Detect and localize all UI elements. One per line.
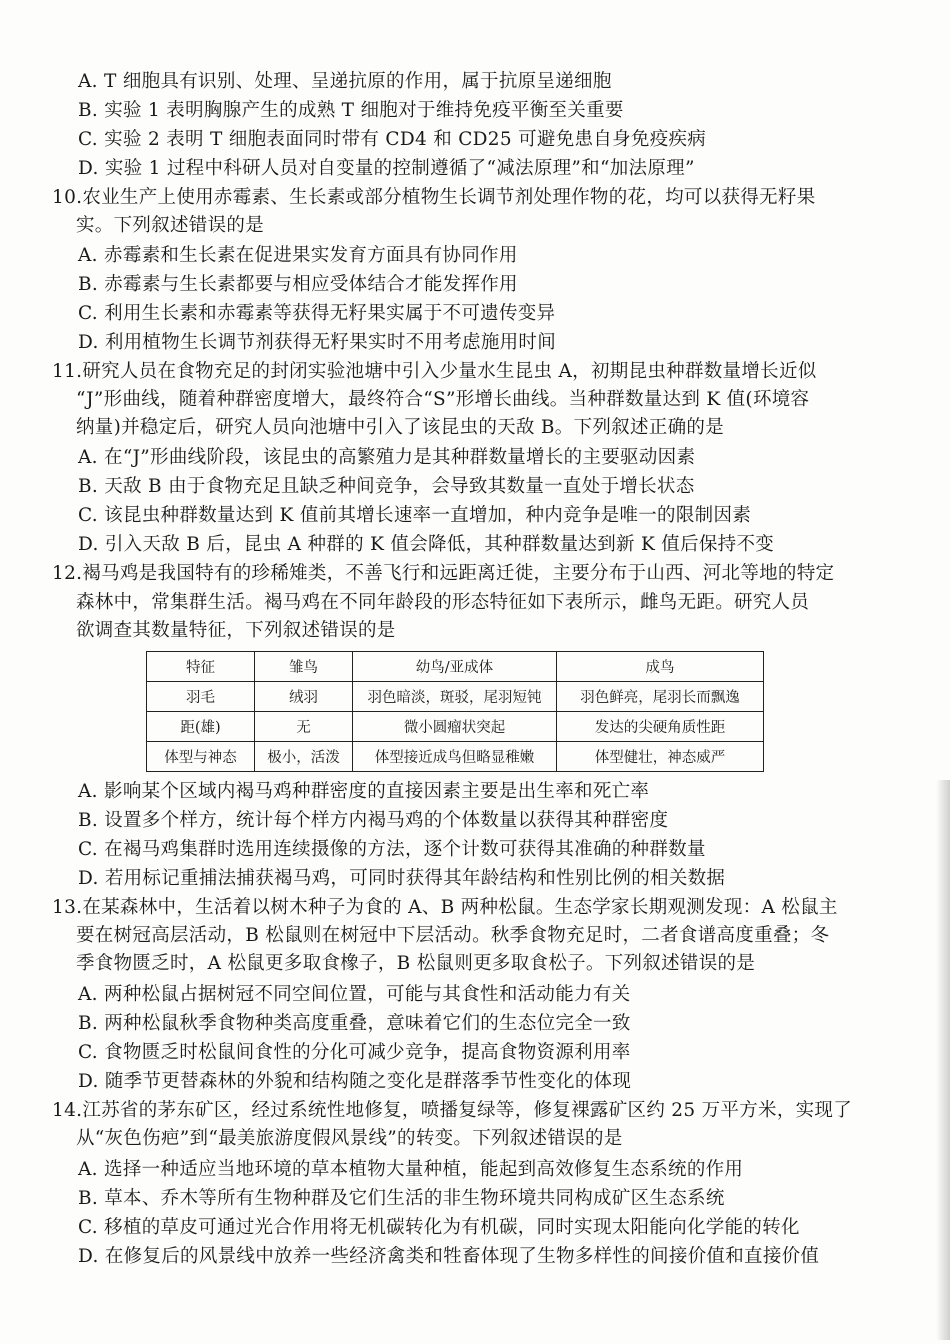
table-cell: 体型健壮，神态威严 [557, 742, 764, 772]
q11-option-a: A. 在“J”形曲线阶段，该昆虫的高繁殖力是其种群数量增长的主要驱动因素 [78, 447, 696, 468]
q10-number: 10. [52, 187, 83, 208]
q12-stem-line-1: 12.褐马鸡是我国特有的珍稀雉类，不善飞行和远距离迁徙，主要分布于山西、河北等地的特定 [52, 563, 835, 584]
q11-option-d: D. 引入天敌 B 后，昆虫 A 种群的 K 值会降低，其种群数量达到新 K 值后保持不变 [78, 534, 775, 555]
table-row [147, 742, 764, 772]
q12-option-d: D. 若用标记重捕法捕获褐马鸡，可同时获得其年龄结构和性别比例的相关数据 [78, 868, 726, 889]
q14-option-b: B. 草本、乔木等所有生物种群及它们生活的非生物环境共同构成矿区生态系统 [78, 1188, 725, 1209]
q11-option-c: C. 该昆虫种群数量达到 K 值前其增长速率一直增加，种内竞争是唯一的限制因素 [78, 505, 752, 526]
table-cell: 微小圆瘤状突起 [353, 712, 557, 742]
q11-number: 11. [52, 361, 83, 382]
table-cell: 体型接近成鸟但略显稚嫩 [353, 742, 557, 772]
table-cell: 极小，活泼 [255, 742, 353, 772]
q11-stem-line-2: “J”形曲线，随着种群密度增大，最终符合“S”形增长曲线。当种群数量达到 K 值(环境容 [76, 389, 810, 410]
table-cell: 羽色鲜亮，尾羽长而飘逸 [557, 682, 764, 712]
q10-option-d: D. 利用植物生长调节剂获得无籽果实时不用考虑施用时间 [78, 332, 557, 353]
q12-number: 12. [52, 563, 83, 584]
q10-option-c: C. 利用生长素和赤霉素等获得无籽果实属于不可遗传变异 [78, 303, 556, 324]
q11-stem-line-3: 纳量)并稳定后，研究人员向池塘中引入了该昆虫的天敌 B。下列叙述正确的是 [76, 417, 724, 438]
table-row [147, 712, 764, 742]
q13-option-b: B. 两种松鼠秋季食物种类高度重叠，意味着它们的生态位完全一致 [78, 1013, 631, 1034]
q10-stem-line-1: 10.农业生产上使用赤霉素、生长素或部分植物生长调节剂处理作物的花，均可以获得无籽果 [52, 187, 816, 208]
q12-stem-line-2: 森林中，常集群生活。褐马鸡在不同年龄段的形态特征如下表所示，雌鸟无距。研究人员 [76, 592, 810, 613]
q9-option-a: A. T 细胞具有识别、处理、呈递抗原的作用，属于抗原呈递细胞 [78, 71, 612, 92]
q14-option-d: D. 在修复后的风景线中放养一些经济禽类和牲畜体现了生物多样性的间接价值和直接价值 [78, 1246, 820, 1267]
q14-option-c: C. 移植的草皮可通过光合作用将无机碳转化为有机碳，同时实现太阳能向化学能的转化 [78, 1217, 800, 1238]
table-cell: 绒羽 [255, 682, 353, 712]
bird-traits-table [146, 651, 764, 772]
table-cell: 体型与神态 [147, 742, 255, 772]
q12-option-b: B. 设置多个样方，统计每个样方内褐马鸡的个体数量以获得其种群密度 [78, 810, 669, 831]
table-header-row [147, 652, 764, 682]
q10-option-a: A. 赤霉素和生长素在促进果实发育方面具有协同作用 [78, 245, 518, 266]
q11-stem-line-1: 11.研究人员在食物充足的封闭实验池塘中引入少量水生昆虫 A，初期昆虫种群数量增长近似 [52, 361, 817, 382]
table-cell: 发达的尖硬角质性距 [557, 712, 764, 742]
q13-option-d: D. 随季节更替森林的外貌和结构随之变化是群落季节性变化的体现 [78, 1071, 632, 1092]
table-cell: 距(雄) [147, 712, 255, 742]
table-header-cell: 幼鸟/亚成体 [353, 652, 557, 682]
q14-stem-line-1: 14.江苏省的茅东矿区，经过系统性地修复，喷播复绿等，修复裸露矿区约 25 万平方米，实现了 [52, 1100, 853, 1121]
table-cell: 无 [255, 712, 353, 742]
q12-stem-line-3: 欲调查其数量特征，下列叙述错误的是 [76, 620, 396, 641]
table-cell: 羽色暗淡，斑驳，尾羽短钝 [353, 682, 557, 712]
q9-option-c: C. 实验 2 表明 T 细胞表面同时带有 CD4 和 CD25 可避免患自身免疫疾病 [78, 129, 707, 150]
q13-stem-line-3: 季食物匮乏时，A 松鼠更多取食橡子，B 松鼠则更多取食松子。下列叙述错误的是 [76, 953, 756, 974]
q11-option-b: B. 天敌 B 由于食物充足且缺乏种间竞争，会导致其数量一直处于增长状态 [78, 476, 695, 497]
q13-stem-line-2: 要在树冠高层活动，B 松鼠则在树冠中下层活动。秋季食物充足时，二者食谱高度重叠；冬 [76, 925, 830, 946]
q13-stem-line-1: 13.在某森林中，生活着以树木种子为食的 A、B 两种松鼠。生态学家长期观测发现：A 松鼠主 [52, 897, 838, 918]
q13-option-a: A. 两种松鼠占据树冠不同空间位置，可能与其食性和活动能力有关 [78, 984, 631, 1005]
q12-option-a: A. 影响某个区域内褐马鸡种群密度的直接因素主要是出生率和死亡率 [78, 781, 650, 802]
q14-number: 14. [52, 1100, 83, 1121]
table-header-cell: 成鸟 [557, 652, 764, 682]
q12-option-c: C. 在褐马鸡集群时选用连续摄像的方法，逐个计数可获得其准确的种群数量 [78, 839, 706, 860]
table-cell: 羽毛 [147, 682, 255, 712]
scan-edge-shadow [936, 780, 950, 1340]
table-header-cell: 雏鸟 [255, 652, 353, 682]
q9-option-b: B. 实验 1 表明胸腺产生的成熟 T 细胞对于维持免疫平衡至关重要 [78, 100, 624, 121]
q13-number: 13. [52, 897, 83, 918]
table-header-cell: 特征 [147, 652, 255, 682]
q10-option-b: B. 赤霉素与生长素都要与相应受体结合才能发挥作用 [78, 274, 518, 295]
table-row [147, 682, 764, 712]
q10-stem-line-2: 实。下列叙述错误的是 [76, 215, 265, 236]
q9-option-d: D. 实验 1 过程中科研人员对自变量的控制遵循了“减法原理”和“加法原理” [78, 158, 695, 179]
q13-option-c: C. 食物匮乏时松鼠间食性的分化可减少竞争，提高食物资源利用率 [78, 1042, 631, 1063]
q14-stem-line-2: 从“灰色伤疤”到“最美旅游度假风景线”的转变。下列叙述错误的是 [76, 1128, 623, 1149]
q14-option-a: A. 选择一种适应当地环境的草本植物大量种植，能起到高效修复生态系统的作用 [78, 1159, 744, 1180]
